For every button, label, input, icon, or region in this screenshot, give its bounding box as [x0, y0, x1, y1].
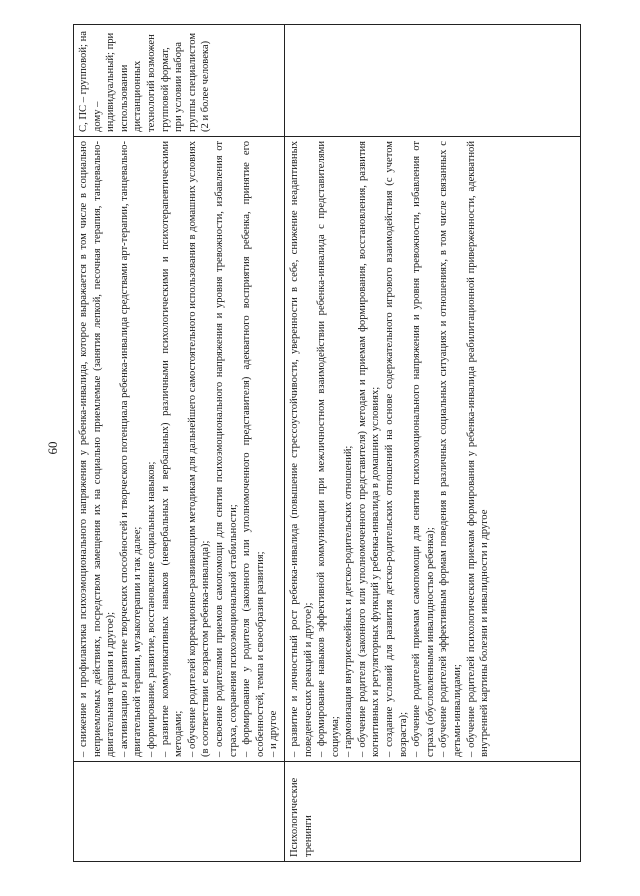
- content-item: – обучение родителя (законного или уполномоченного представителя) методам и приемам формирования, восстановления, развития когнитивных и регуляторных функций у ребенка-инвалида в домашних условиях;: [356, 141, 382, 757]
- rotated-table-wrapper: [73, 24, 547, 862]
- content-item: – обучение родителей приемам самопомощи для снятия психоэмоционального напряжения и уровня тревожности, избавления от страха (обусловленными инвалидностью ребенка);: [411, 141, 436, 757]
- table-row: [284, 25, 580, 862]
- content-item: – формирование навыков эффективной коммуникации при межличностном взаимодействии ребенка-инвалида с представителями социума;: [316, 141, 341, 757]
- content-item: – обучение родителей психологическим приемам формирования у ребенка-инвалида реабилитационной приверженности, адекватной внутренней картины болезни и инвалидности и другое: [465, 141, 491, 757]
- content-item: – активизацию и развитие творческих способностей и творческого потенциала ребенка-инвалида средствами арт-терапии, танцевально-двигательной терапии, музыкотерапии и так далее;: [118, 141, 144, 757]
- format-cell: С, ПС – групповой; на дому – индивидуальный; при использовании дистанционных технологий возможен групповой формат, при условии набора группы специалистом (2 и более человека): [74, 25, 285, 137]
- format-cell: [284, 25, 580, 137]
- content-item: – создание условий для развития детско-родительских отношений на основе содержательного игрового взаимодействия (с учетом возраста);: [384, 141, 409, 757]
- content-item: – развитие коммуникативных навыков (невербальных и вербальных) различными психологическими и психотерапевтическими методами;: [159, 141, 185, 757]
- content-item: – освоение родителями приемов самопомощи для снятия психоэмоционального напряжения и уровня тревожности, избавления от страха, сохранения психоэмоциональной стабильности;: [213, 141, 239, 757]
- content-item: – снижение и профилактика психоэмоционального напряжения у ребенка-инвалида, которое выражается в том числе в социально неприемлемых действиях, посредством замещения их на социально приемлемые (занятия лепкой, песочная терапия, танцевально-двигательная терапия и другое);: [78, 141, 117, 757]
- content-cell: [284, 137, 580, 762]
- table-row: [74, 25, 285, 862]
- type-cell: Психологические тренинги: [284, 762, 580, 862]
- content-item: – развитие и личностный рост ребенка-инвалида (повышение стрессоустойчивости, уверенности в себе, снижение неадаптивных поведенческих реакций и другое);: [288, 141, 314, 757]
- type-cell: [74, 762, 285, 862]
- content-item: – обучение родителей эффективным формам поведения в различных социальных ситуациях и отношениях, в том числе связанных с детьми-инвалидами;: [438, 141, 464, 757]
- content-cell: [74, 137, 285, 762]
- content-item: – формирование, развитие, восстановление социальных навыков;: [145, 461, 157, 757]
- content-item: – гармонизация внутрисемейных и детско-родительских отношений;: [343, 445, 355, 757]
- rehabilitation-table: [73, 24, 581, 862]
- content-item: – обучение родителей коррекционно-развивающим методикам для дальнейшего самостоятельного использования в домашних условиях (в соответствии с возрастом ребенка-инвалида);: [186, 141, 212, 757]
- content-item: – и другое: [268, 710, 280, 757]
- page-number: 60: [45, 441, 60, 455]
- content-item: – формирование у родителя (законного или уполномоченного представителя) адекватного восприятия ребенка, принятие его особенностей, темпа и своеобразия развития;: [241, 141, 266, 757]
